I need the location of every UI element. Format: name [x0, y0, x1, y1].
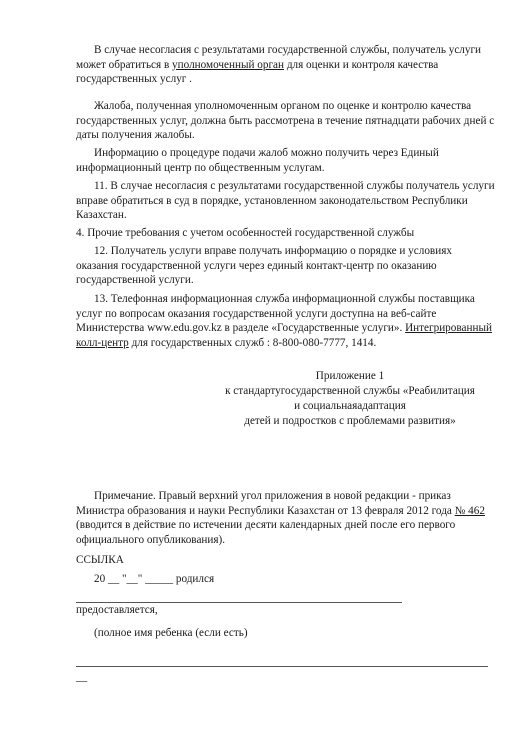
section-heading-4: 4. Прочие требования с учетом особенностей государственной службы	[76, 227, 415, 239]
trailing-dash: __	[76, 671, 88, 683]
paragraph-complaint-review: Жалоба, полученная уполномоченным органом по оценке и контролю качества государственных услуг, должна быть рассмотрена в течение пятнадцати рабочих дней с даты получения жалобы.	[76, 100, 495, 142]
note-paragraph	[76, 489, 496, 547]
paragraph-item-12: 12. Получатель услуги вправе получать информацию о порядке и условиях оказания государственной услуги через единый контакт-центр по оказанию государственной услуги.	[76, 245, 452, 287]
appendix-line-3: и социальнаяадаптация	[294, 400, 406, 412]
paragraph-item-13	[76, 292, 496, 350]
text: Примечание. Правый верхний угол приложения в новой редакции - приказ Министра образования и науки Республики Казахстан от 13 февраля 2012 года	[76, 490, 455, 517]
appendix-line-2: к стандартугосударственной службы «Реабилитация	[225, 385, 475, 397]
text: для оценки и контроля качества государственных услуг .	[76, 58, 439, 86]
form-heading: ССЫЛКА	[76, 554, 124, 566]
blank-line-long	[76, 666, 488, 667]
child-name-hint: (полное имя ребенка (если есть)	[94, 627, 248, 639]
provided-label: предоставляется,	[76, 604, 158, 616]
text: для государственных служб : 8-800-080-7777, 1414.	[128, 336, 377, 349]
paragraph-item-11: 11. В случае несогласия с результатами государственной службы получатель услуги вправе обратиться в суд в порядке, установленном законодательством Республики Казахстан.	[76, 180, 495, 222]
paragraph-complaint-option	[76, 43, 496, 87]
link-call-center[interactable]: Интегрированный колл-центр	[76, 322, 492, 349]
appendix-line-4: детей и подростков с проблемами развития»	[244, 415, 456, 427]
text: 13. Телефонная информационная служба информационной службы поставщика услуг по вопросам оказания государственной услуги доступна на веб-сайте Министерства www.edu.gov.kz в разделе «Государственные услуги».	[76, 293, 475, 335]
link-order-462[interactable]: № 462	[454, 504, 485, 517]
link-authorized-body[interactable]: уполномоченный орган	[172, 58, 285, 71]
paragraph-complaint-info: Информацию о процедуре подачи жалоб можно получить через Единый информационный центр по общественным услугам.	[76, 147, 439, 174]
text: В случае несогласия с результатами государственной службы, получатель услуги может обратиться в	[76, 44, 482, 71]
text: (вводится в действие по истечении десяти календарных дней после его первого официального опубликования).	[76, 519, 456, 546]
appendix-title: Приложение 1	[315, 370, 385, 382]
born-line: 20 __ "__" _____ родился	[94, 573, 215, 585]
